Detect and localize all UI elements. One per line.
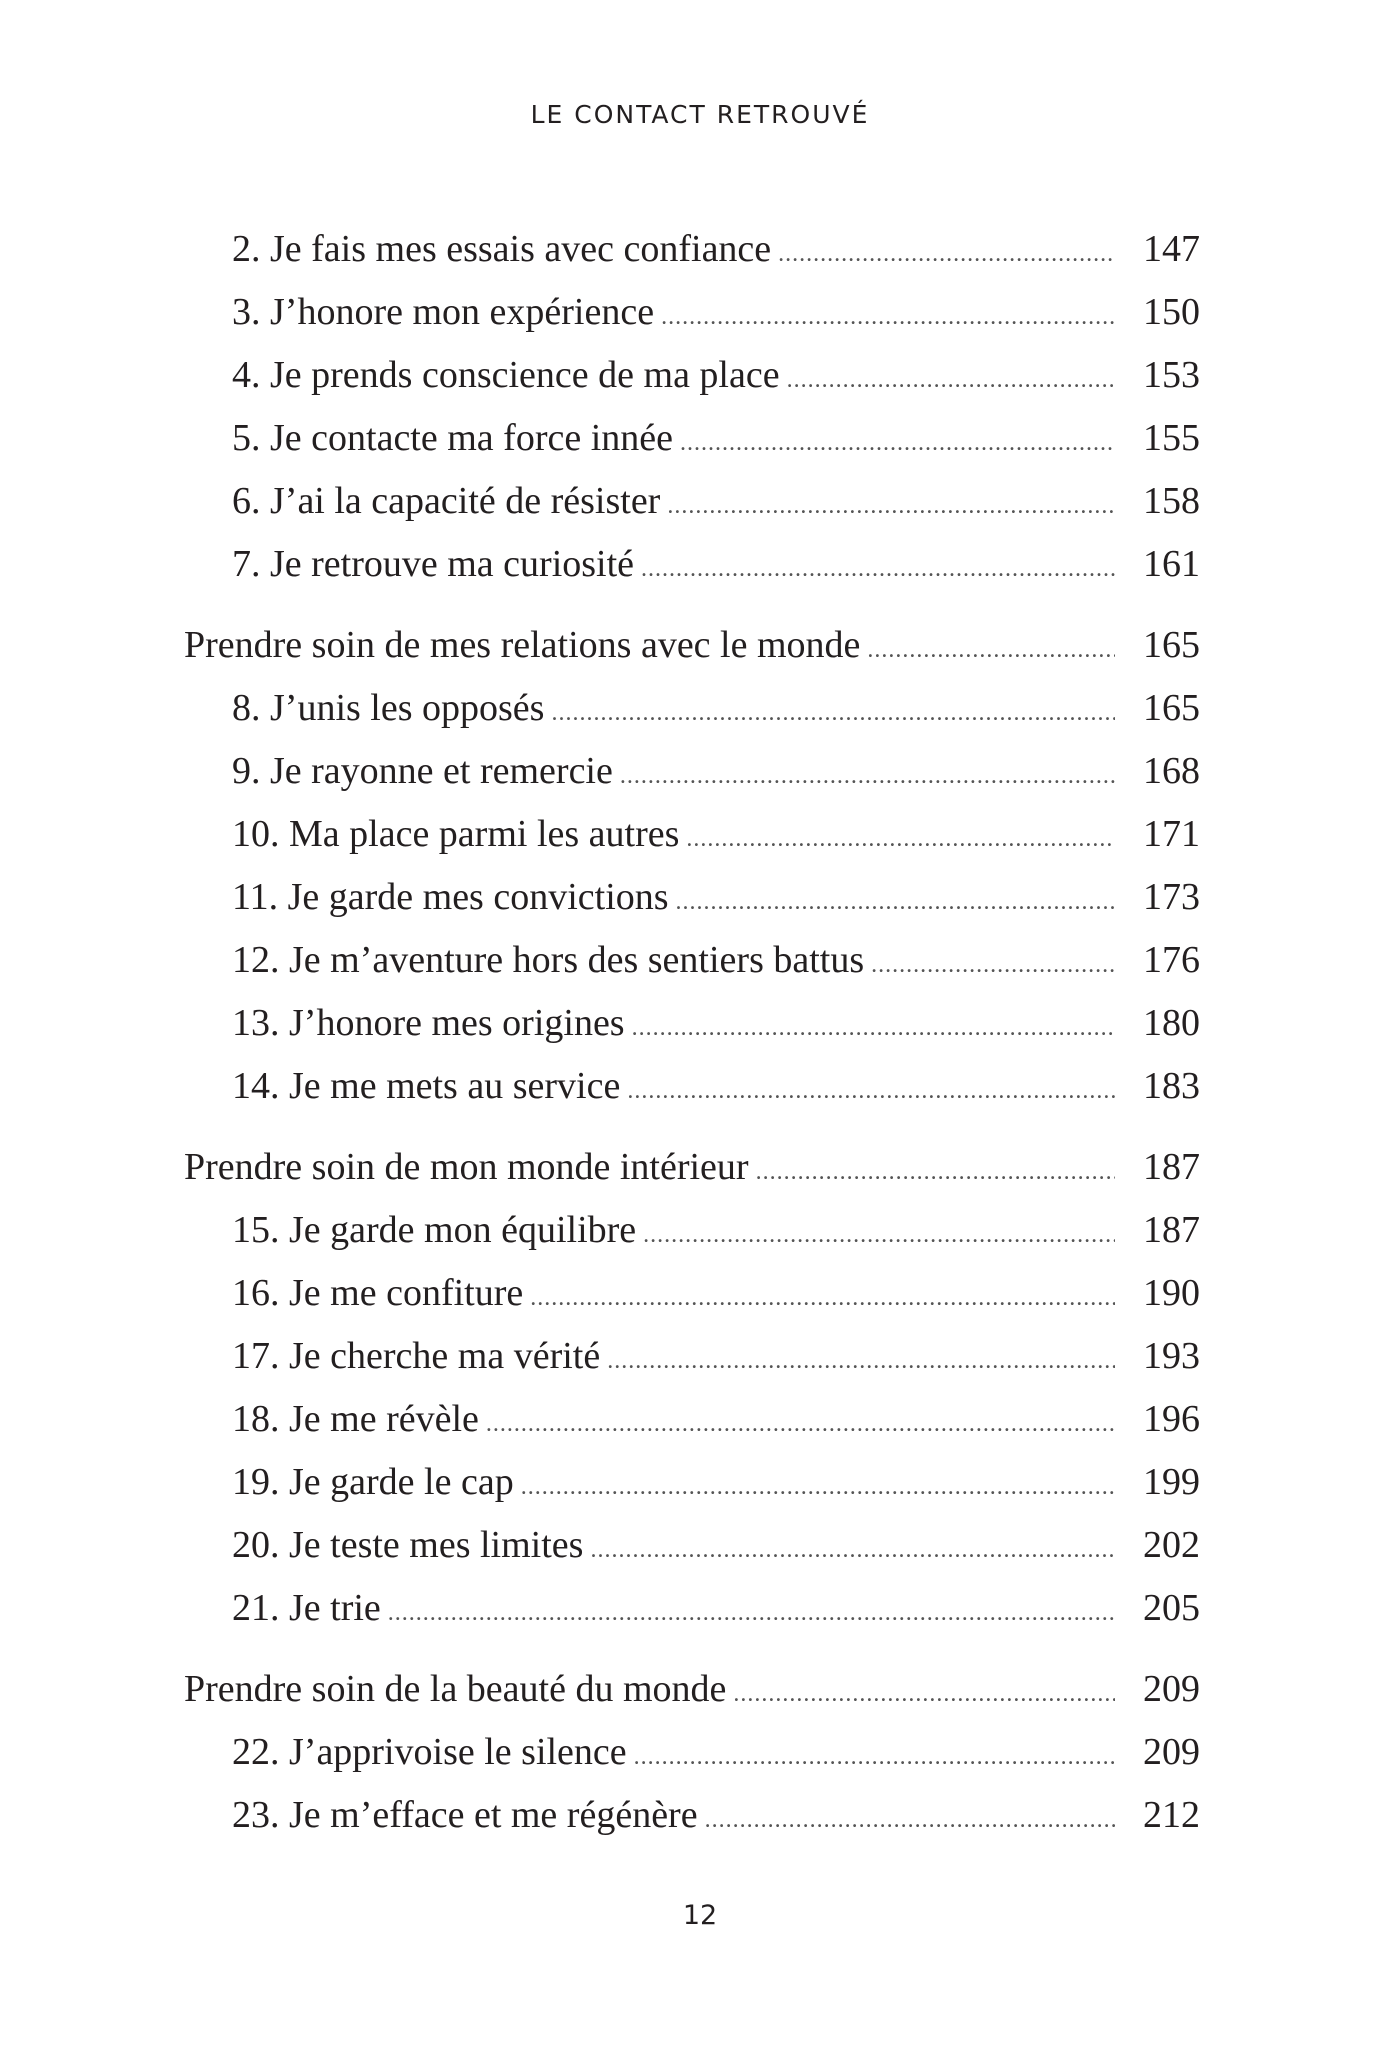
toc-entry-title: 16. Je me confiture .....	[232, 1262, 1115, 1330]
toc-entry-title: 3. J’honore mon expérience .....	[232, 281, 1115, 349]
toc-entry-title: 19. Je garde le cap .....	[232, 1451, 1115, 1519]
toc-entry-page: 165	[1143, 687, 1200, 729]
toc-entry	[0, 407, 1400, 470]
toc-entry-title: 12. Je m’aventure hors des sentiers battus .....	[232, 929, 1115, 997]
toc-entry-page: 173	[1143, 876, 1200, 918]
toc-section	[0, 1658, 1400, 1721]
toc-entry	[0, 929, 1400, 992]
toc-entry-title: 21. Je trie .....	[232, 1577, 1115, 1645]
toc-entry-title: 10. Ma place parmi les autres .....	[232, 803, 1115, 871]
toc-entry	[0, 470, 1400, 533]
toc-entry-title: 8. J’unis les opposés .....	[232, 677, 1115, 745]
toc-entry-title: 7. Je retrouve ma curiosité .....	[232, 533, 1115, 601]
toc-entry-page: 161	[1143, 543, 1200, 585]
toc-entry-title: 13. J’honore mes origines .....	[232, 992, 1115, 1060]
toc-entry	[0, 533, 1400, 596]
page-number: 12	[682, 1900, 718, 1931]
toc-entry-title: 20. Je teste mes limites .....	[232, 1514, 1115, 1582]
toc-entry-title: 5. Je contacte ma force innée .....	[232, 407, 1115, 475]
toc-entry-page: 168	[1143, 750, 1200, 792]
toc-entry	[0, 218, 1400, 281]
toc-entry-page: 202	[1143, 1524, 1200, 1566]
toc-section	[0, 1136, 1400, 1199]
toc-entry-title: 9. Je rayonne et remercie .....	[232, 740, 1115, 808]
toc-section-page: 209	[1143, 1668, 1200, 1710]
toc-entry	[0, 344, 1400, 407]
toc-entry	[0, 1721, 1400, 1784]
running-head: LE CONTACT RETROUVÉ	[530, 100, 870, 129]
toc-entry-page: 196	[1143, 1398, 1200, 1440]
toc-entry-page: 190	[1143, 1272, 1200, 1314]
toc-section-page: 187	[1143, 1146, 1200, 1188]
toc-entry-title: 6. J’ai la capacité de résister .....	[232, 470, 1115, 538]
toc-entry-page: 171	[1143, 813, 1200, 855]
toc-section-page: 165	[1143, 624, 1200, 666]
toc-entry-title: 18. Je me révèle .....	[232, 1388, 1115, 1456]
toc-entry-page: 180	[1143, 1002, 1200, 1044]
toc-entry	[0, 1784, 1400, 1847]
toc-entry-page: 183	[1143, 1065, 1200, 1107]
toc-section-title: Prendre soin de mes relations avec le monde .....	[184, 614, 1115, 682]
toc-entry-page: 187	[1143, 1209, 1200, 1251]
table-of-contents	[0, 218, 1400, 1847]
toc-section	[0, 614, 1400, 677]
toc-entry-page: 150	[1143, 291, 1200, 333]
toc-entry-page: 193	[1143, 1335, 1200, 1377]
toc-entry	[0, 740, 1400, 803]
toc-entry-title: 22. J’apprivoise le silence .....	[232, 1721, 1115, 1789]
toc-section-title: Prendre soin de la beauté du monde .....	[184, 1658, 1115, 1726]
toc-entry-title: 4. Je prends conscience de ma place .....	[232, 344, 1115, 412]
toc-entry-page: 205	[1143, 1587, 1200, 1629]
toc-section-title: Prendre soin de mon monde intérieur .....	[184, 1136, 1115, 1204]
toc-entry-page: 158	[1143, 480, 1200, 522]
toc-entry	[0, 1262, 1400, 1325]
toc-entry	[0, 677, 1400, 740]
toc-entry-title: 17. Je cherche ma vérité .....	[232, 1325, 1115, 1393]
toc-entry	[0, 866, 1400, 929]
toc-entry-page: 155	[1143, 417, 1200, 459]
toc-entry-title: 11. Je garde mes convictions .....	[232, 866, 1115, 934]
toc-entry	[0, 1451, 1400, 1514]
toc-entry	[0, 803, 1400, 866]
toc-entry	[0, 1514, 1400, 1577]
toc-entry-title: 2. Je fais mes essais avec confiance .....	[232, 218, 1115, 286]
toc-entry	[0, 1199, 1400, 1262]
toc-entry-page: 212	[1143, 1794, 1200, 1836]
toc-entry	[0, 992, 1400, 1055]
toc-entry-title: 14. Je me mets au service .....	[232, 1055, 1115, 1123]
toc-entry-title: 15. Je garde mon équilibre .....	[232, 1199, 1115, 1267]
toc-entry	[0, 281, 1400, 344]
toc-entry-page: 209	[1143, 1731, 1200, 1773]
toc-entry	[0, 1388, 1400, 1451]
toc-entry-page: 153	[1143, 354, 1200, 396]
toc-entry-page: 199	[1143, 1461, 1200, 1503]
toc-entry-page: 147	[1143, 228, 1200, 270]
toc-entry-title: 23. Je m’efface et me régénère .....	[232, 1784, 1115, 1852]
toc-entry	[0, 1325, 1400, 1388]
toc-entry	[0, 1055, 1400, 1118]
toc-entry	[0, 1577, 1400, 1640]
toc-entry-page: 176	[1143, 939, 1200, 981]
